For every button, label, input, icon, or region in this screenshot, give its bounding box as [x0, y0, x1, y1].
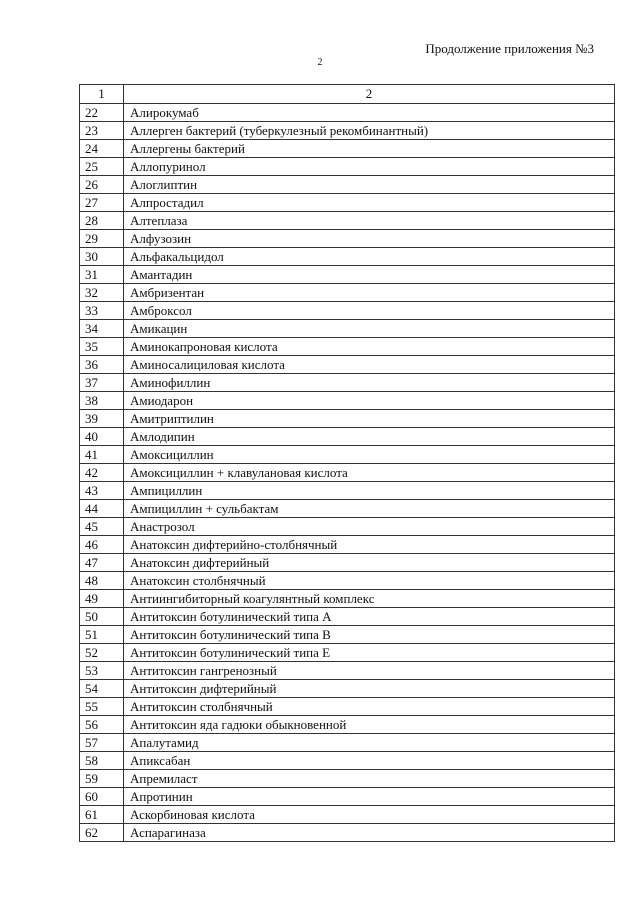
drug-name: Апротинин — [124, 788, 615, 806]
table-row — [80, 230, 615, 248]
table-row — [80, 662, 615, 680]
drug-name: Алоглиптин — [124, 176, 615, 194]
table-row — [80, 482, 615, 500]
drug-name: Амоксициллин — [124, 446, 615, 464]
row-number: 29 — [80, 230, 124, 248]
table-row — [80, 518, 615, 536]
table-row — [80, 590, 615, 608]
drug-name: Антитоксин яда гадюки обыкновенной — [124, 716, 615, 734]
table-row — [80, 716, 615, 734]
row-number: 61 — [80, 806, 124, 824]
drug-name: Аминосалициловая кислота — [124, 356, 615, 374]
drug-name: Аллерген бактерий (туберкулезный рекомбинантный) — [124, 122, 615, 140]
row-number: 46 — [80, 536, 124, 554]
row-number: 51 — [80, 626, 124, 644]
table-row — [80, 338, 615, 356]
drug-name: Аллергены бактерий — [124, 140, 615, 158]
column-header-number: 1 — [80, 85, 124, 104]
row-number: 24 — [80, 140, 124, 158]
row-number: 34 — [80, 320, 124, 338]
table-row — [80, 554, 615, 572]
drug-name: Апалутамид — [124, 734, 615, 752]
table-row — [80, 140, 615, 158]
table-row — [80, 194, 615, 212]
row-number: 23 — [80, 122, 124, 140]
drug-name: Анатоксин дифтерийно-столбнячный — [124, 536, 615, 554]
table-row — [80, 284, 615, 302]
table-row — [80, 500, 615, 518]
table-row — [80, 392, 615, 410]
row-number: 49 — [80, 590, 124, 608]
drug-name: Аминокапроновая кислота — [124, 338, 615, 356]
drug-name: Аминофиллин — [124, 374, 615, 392]
row-number: 36 — [80, 356, 124, 374]
row-number: 25 — [80, 158, 124, 176]
drug-name: Ампициллин + сульбактам — [124, 500, 615, 518]
table-row — [80, 770, 615, 788]
drug-name: Альфакальцидол — [124, 248, 615, 266]
row-number: 37 — [80, 374, 124, 392]
table-row — [80, 320, 615, 338]
drug-name: Алпростадил — [124, 194, 615, 212]
table-row — [80, 248, 615, 266]
table-row — [80, 788, 615, 806]
row-number: 26 — [80, 176, 124, 194]
drug-name: Амиодарон — [124, 392, 615, 410]
row-number: 54 — [80, 680, 124, 698]
drug-name: Аспарагиназа — [124, 824, 615, 842]
drug-name: Аскорбиновая кислота — [124, 806, 615, 824]
drug-name: Анастрозол — [124, 518, 615, 536]
table-row — [80, 122, 615, 140]
row-number: 22 — [80, 104, 124, 122]
row-number: 35 — [80, 338, 124, 356]
table-row — [80, 410, 615, 428]
table-row — [80, 446, 615, 464]
row-number: 44 — [80, 500, 124, 518]
drug-name: Анатоксин столбнячный — [124, 572, 615, 590]
row-number: 32 — [80, 284, 124, 302]
table-row — [80, 698, 615, 716]
drug-name: Амбризентан — [124, 284, 615, 302]
drug-name: Антитоксин дифтерийный — [124, 680, 615, 698]
table-row — [80, 176, 615, 194]
table-row — [80, 266, 615, 284]
row-number: 57 — [80, 734, 124, 752]
table-row — [80, 608, 615, 626]
appendix-continuation-header: Продолжение приложения №3 — [425, 41, 594, 56]
drug-name: Амлодипин — [124, 428, 615, 446]
drug-name: Амантадин — [124, 266, 615, 284]
table-header-row — [80, 85, 615, 104]
row-number: 52 — [80, 644, 124, 662]
drug-name: Антиингибиторный коагулянтный комплекс — [124, 590, 615, 608]
row-number: 62 — [80, 824, 124, 842]
page-number: 2 — [317, 57, 323, 68]
row-number: 43 — [80, 482, 124, 500]
row-number: 48 — [80, 572, 124, 590]
table-row — [80, 302, 615, 320]
row-number: 58 — [80, 752, 124, 770]
row-number: 39 — [80, 410, 124, 428]
table-row — [80, 428, 615, 446]
drug-name: Алтеплаза — [124, 212, 615, 230]
row-number: 42 — [80, 464, 124, 482]
drug-name: Аллопуринол — [124, 158, 615, 176]
drug-name: Антитоксин ботулинический типа A — [124, 608, 615, 626]
row-number: 38 — [80, 392, 124, 410]
drug-name: Апиксабан — [124, 752, 615, 770]
drug-name: Антитоксин ботулинический типа B — [124, 626, 615, 644]
drug-name: Антитоксин гангренозный — [124, 662, 615, 680]
table-row — [80, 752, 615, 770]
table-row — [80, 356, 615, 374]
drug-name: Амитриптилин — [124, 410, 615, 428]
table-row — [80, 536, 615, 554]
table-row — [80, 212, 615, 230]
row-number: 31 — [80, 266, 124, 284]
row-number: 53 — [80, 662, 124, 680]
row-number: 28 — [80, 212, 124, 230]
table-row — [80, 680, 615, 698]
drug-name: Амикацин — [124, 320, 615, 338]
row-number: 33 — [80, 302, 124, 320]
drug-name: Анатоксин дифтерийный — [124, 554, 615, 572]
drug-name: Амброксол — [124, 302, 615, 320]
drug-name: Алфузозин — [124, 230, 615, 248]
table-row — [80, 464, 615, 482]
drug-name: Апремиласт — [124, 770, 615, 788]
table-row — [80, 572, 615, 590]
table-body — [80, 104, 615, 842]
table-row — [80, 824, 615, 842]
table-row — [80, 644, 615, 662]
drug-list-table — [79, 84, 615, 842]
row-number: 41 — [80, 446, 124, 464]
row-number: 59 — [80, 770, 124, 788]
table-row — [80, 374, 615, 392]
row-number: 40 — [80, 428, 124, 446]
table-row — [80, 626, 615, 644]
table-row — [80, 734, 615, 752]
column-header-name: 2 — [124, 85, 615, 104]
row-number: 50 — [80, 608, 124, 626]
drug-name: Антитоксин столбнячный — [124, 698, 615, 716]
row-number: 47 — [80, 554, 124, 572]
table-row — [80, 806, 615, 824]
row-number: 45 — [80, 518, 124, 536]
row-number: 60 — [80, 788, 124, 806]
table-row — [80, 104, 615, 122]
table-row — [80, 158, 615, 176]
drug-name: Ампициллин — [124, 482, 615, 500]
drug-name: Амоксициллин + клавулановая кислота — [124, 464, 615, 482]
row-number: 30 — [80, 248, 124, 266]
drug-name: Антитоксин ботулинический типа E — [124, 644, 615, 662]
row-number: 55 — [80, 698, 124, 716]
drug-name: Алирокумаб — [124, 104, 615, 122]
row-number: 27 — [80, 194, 124, 212]
row-number: 56 — [80, 716, 124, 734]
